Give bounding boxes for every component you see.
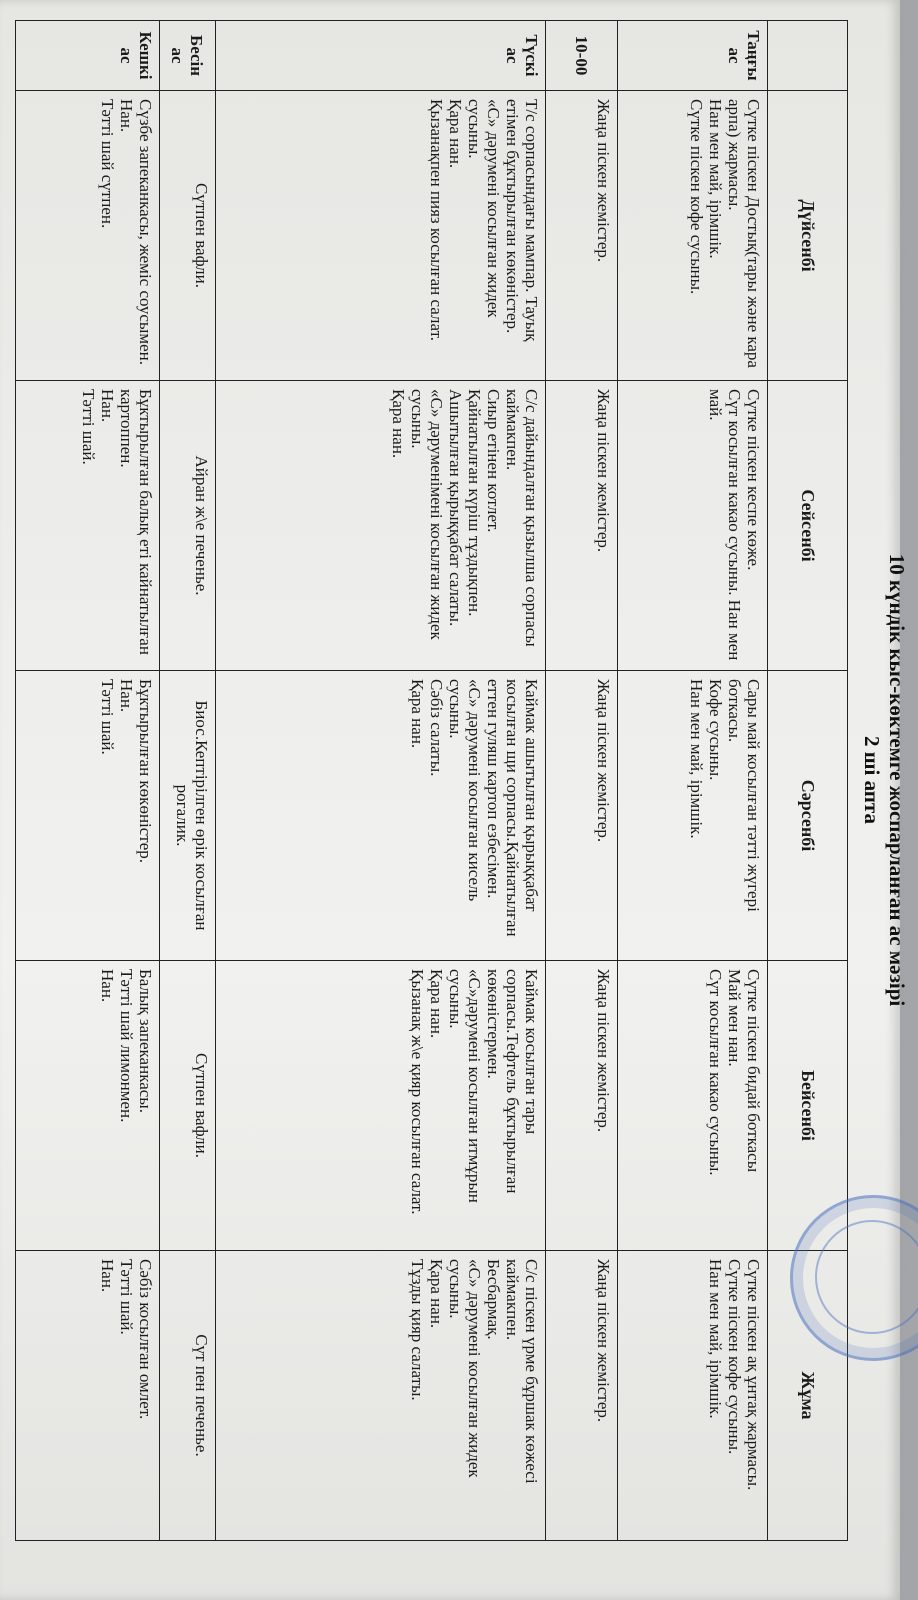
header-day: Бейсенбі xyxy=(768,961,848,1251)
menu-cell: С/с піскен үрме бұршак көжесі каймакпен. Бесбармақ. «С» дәрумені косылған жидек сусыны. Қара нан. Тұзды қияр салаты. xyxy=(216,1251,546,1541)
menu-cell: Жаңа піскен жемістер. xyxy=(546,91,618,381)
menu-cell: С/с дайындалған қызылша сорпасы каймакпен. Сиыр етінен котлет. Қайнатылған күріш тұздықпен. Ашытылған қырыққабат салаты. «С» дәруменімені косылған жидек сусыны. Қара нан. xyxy=(216,381,546,671)
menu-cell: Жаңа піскен жемістер. xyxy=(546,671,618,961)
menu-cell: Биос.Кептірілген өрік косылған рогалик. xyxy=(160,671,216,961)
meal-label: Кешкі ас xyxy=(16,21,160,91)
menu-cell: Бұктырылған көкөністер. Нан. Тәтті шай. xyxy=(16,671,160,961)
menu-cell: Каймак ашытылған қырыққабат косылған щи сорпасы.Қайнатылған еттен гуляш картоп езбесімен. «С» дәрумені косылған кисель сусыны. Сәбіз салаты. Қара нан. xyxy=(216,671,546,961)
meal-label: Түскі ас xyxy=(216,21,546,91)
menu-cell: Жаңа піскен жемістер. xyxy=(546,1251,618,1541)
table-row xyxy=(16,21,160,1541)
menu-cell: Балық запеканкасы. Тәтті шай лимонмен. Нан. xyxy=(16,961,160,1251)
menu-cell: Сары май косылған тәтті жүгері боткасы. Кофе сусыны. Нан мен май, ірімшік. xyxy=(618,671,768,961)
menu-cell: Сүтпен вафли. xyxy=(160,961,216,1251)
table-row xyxy=(216,21,546,1541)
menu-cell: Сүтке піскен бидай боткасы Май мен нан. Сүт косылған какао сусыны. xyxy=(618,961,768,1251)
page-subtitle: 2 ші апта xyxy=(860,736,884,824)
menu-cell: Жаңа піскен жемістер. xyxy=(546,961,618,1251)
table-row xyxy=(160,21,216,1541)
table-row xyxy=(618,21,768,1541)
stamp-inner-ring xyxy=(815,1220,918,1334)
menu-cell: Бұктырылған балық еті кайнатылған картоппен. Нан. Тәтті шай. xyxy=(16,381,160,671)
menu-table xyxy=(15,20,848,1541)
menu-cell: Жаңа піскен жемістер. xyxy=(546,381,618,671)
meal-label: Бесін ас xyxy=(160,21,216,91)
meal-label: 10-00 xyxy=(546,21,618,91)
header-day: Сейсенбі xyxy=(768,381,848,671)
menu-cell: Сүтке піскен Достық(тары және кара арпа) жармасы. Нан мен май, ірімшік. Сүтке піскен кофе сусыны. xyxy=(618,91,768,381)
page-title: 10 күндік кыс-көктемге жоспарланған ас мәзірі xyxy=(885,553,909,1007)
header-day: Дүйсенбі xyxy=(768,91,848,381)
menu-cell: Т/с сорпасындағы мампар. Тауық етімен бұктырылған көкөністер. «С» дәрумені косылған жидек сусыны. Қара нан. Қызанақпен пияз косылған салат. xyxy=(216,91,546,381)
menu-cell: Сүтке піскен кеспе көже. Сүт косылған какао сусыны. Нан мен май. xyxy=(618,381,768,671)
table-row xyxy=(546,21,618,1541)
menu-cell: Айран ж\е печенье. xyxy=(160,381,216,671)
menu-cell: Сүтке піскен ақ ұнтақ жармасы. Сүтке піскен кофе сусыны. Нан мен май, ірімшік. xyxy=(618,1251,768,1541)
menu-cell: Сүт пен печенье. xyxy=(160,1251,216,1541)
meal-label: Таңғы ас xyxy=(618,21,768,91)
menu-cell: Сүзбе запеканкасы, жеміс соусымен. Нан. Тәтті шай сүтпен. xyxy=(16,91,160,381)
menu-cell: Сәбіз косылған омлет. Тәтті шай. Нан. xyxy=(16,1251,160,1541)
header-day: Жұма xyxy=(768,1251,848,1541)
menu-cell: Сүтпен вафли. xyxy=(160,91,216,381)
header-day: Сәрсенбі xyxy=(768,671,848,961)
menu-cell: Каймак косылған тары сорпасы.Тефтель бұктырылған көкөністермен. «С»дәрумені косылған итмұрын сусыны. Қара нан. Қызанақ ж\е қияр косылған салат. xyxy=(216,961,546,1251)
header-meal-column xyxy=(768,21,848,91)
